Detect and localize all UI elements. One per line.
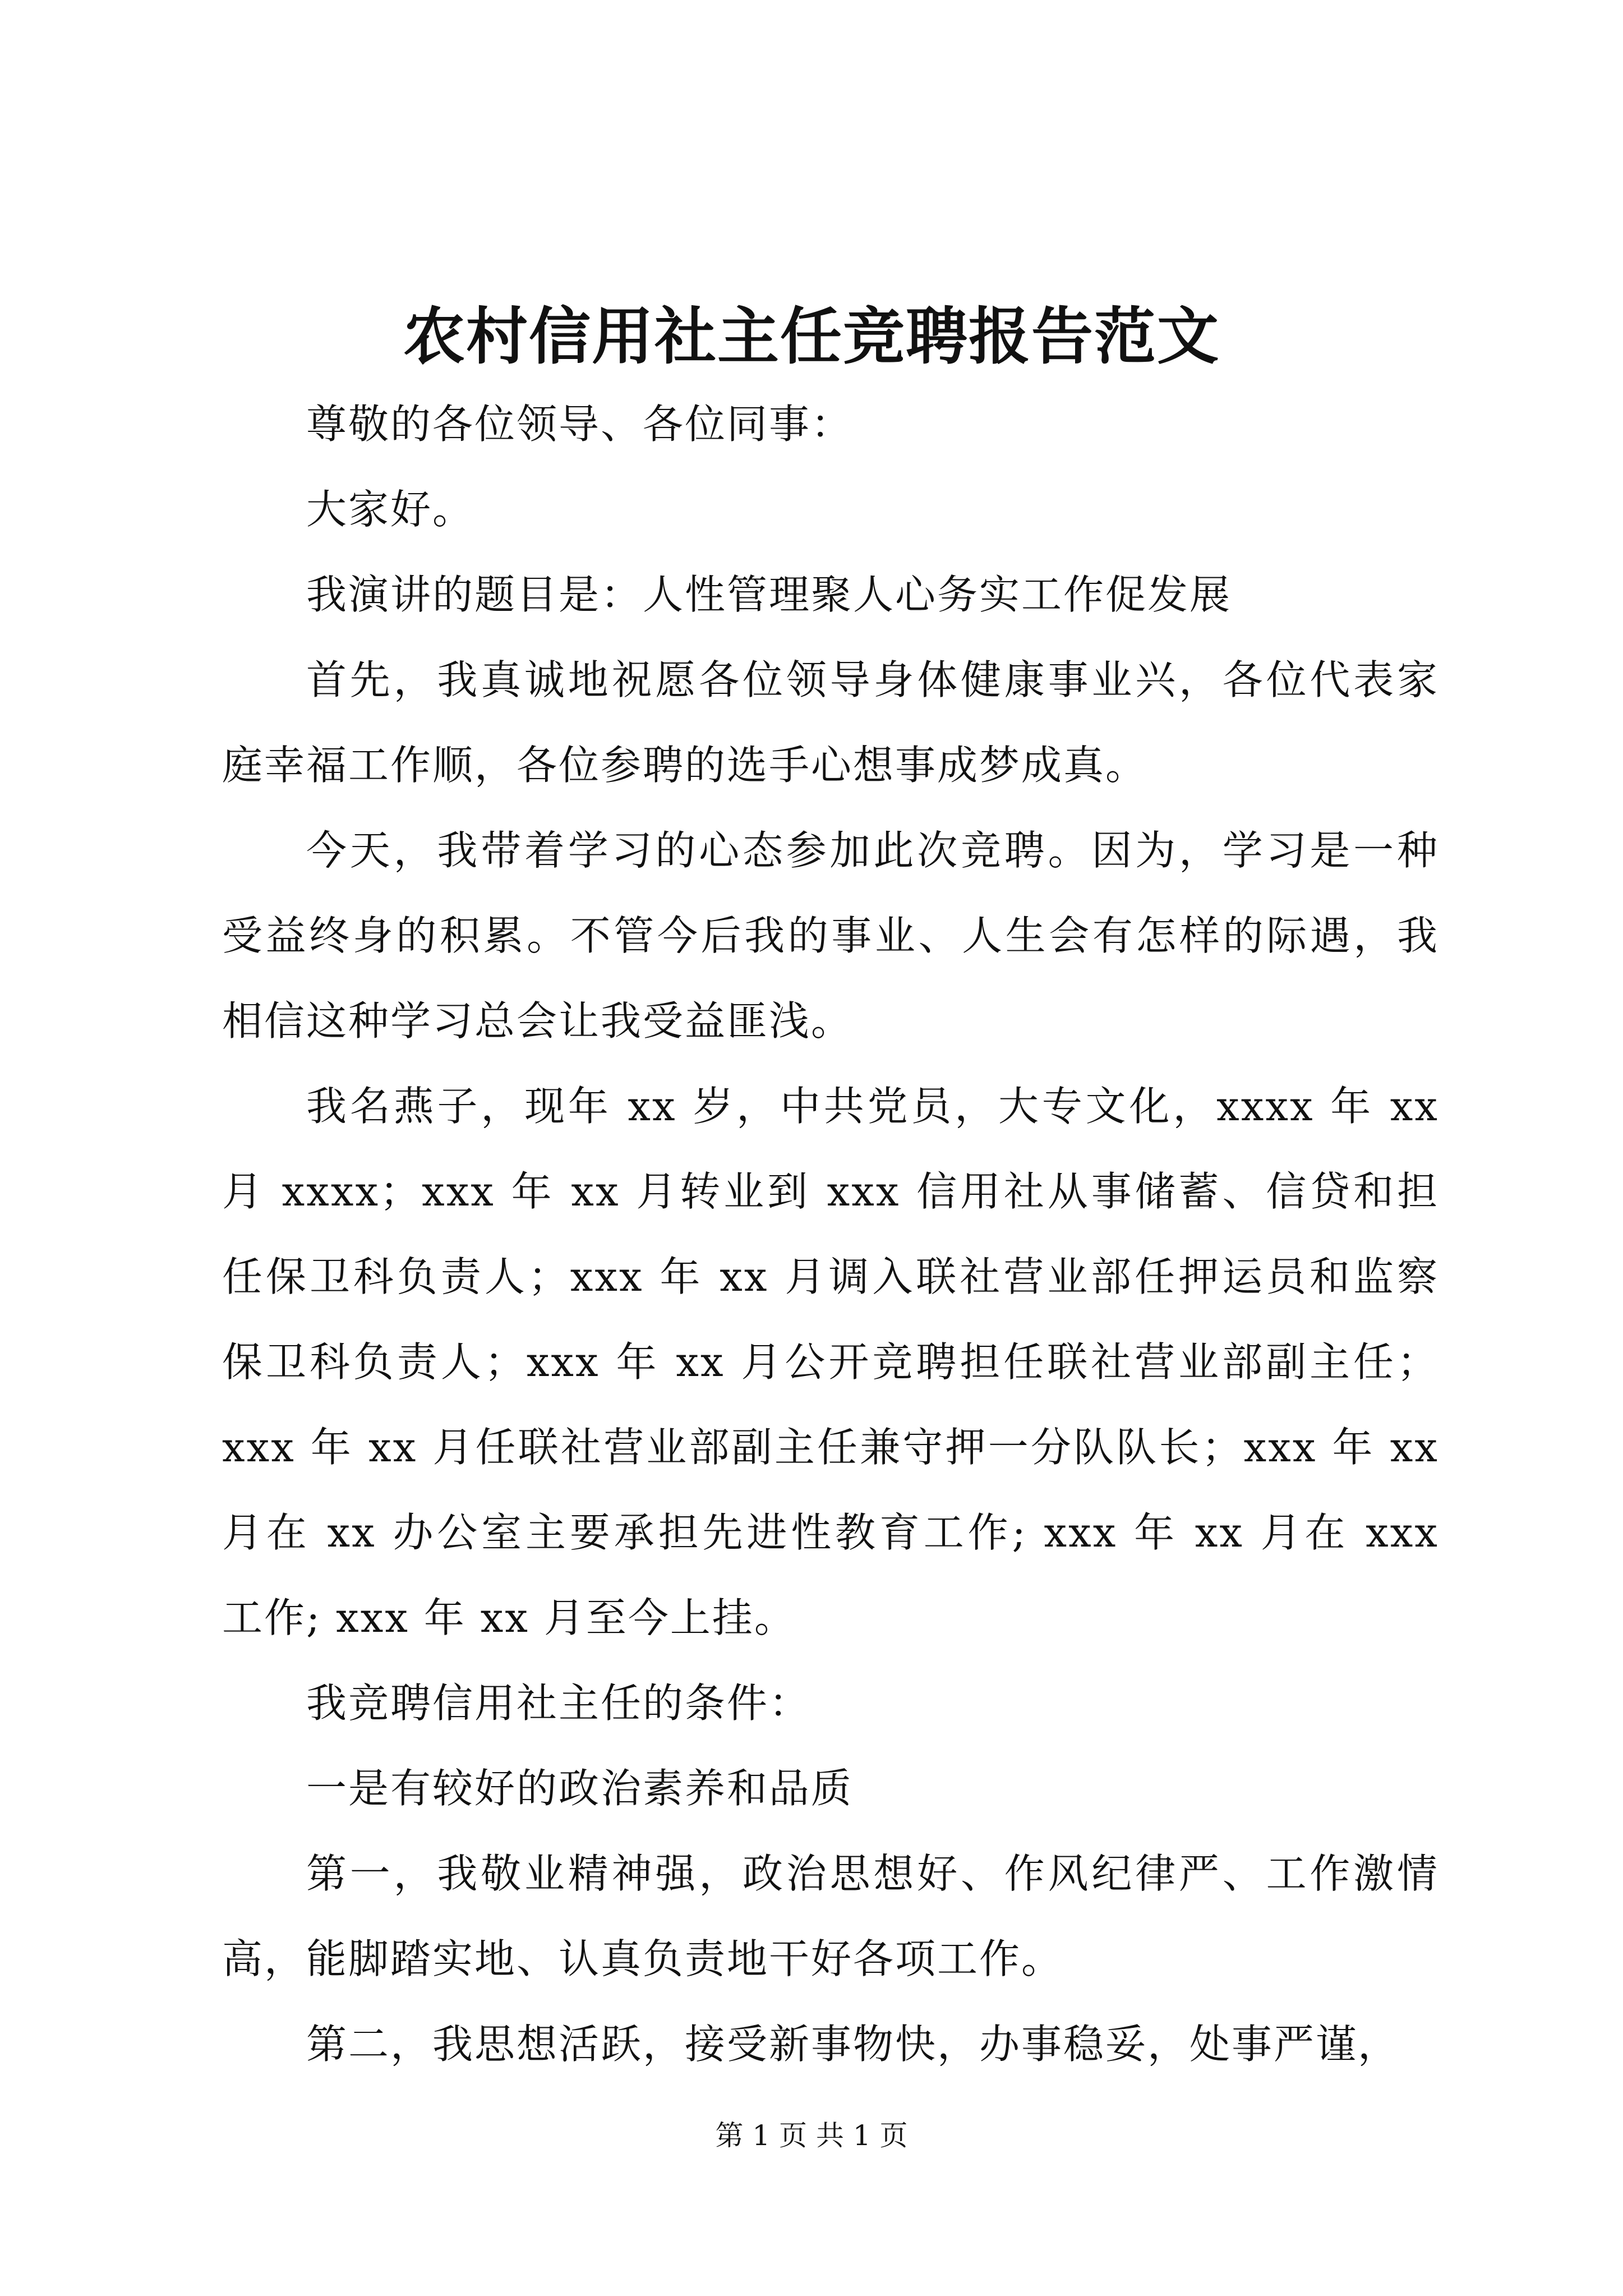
paragraph-salutation: 尊敬的各位领导、各位同事：	[306, 401, 854, 448]
paragraph-first-point: 第一，我敬业精神强，政治思想好、作风纪律严、工作激情高，能脚踏实地、认真负责地干好各项工作。	[222, 1850, 1439, 1982]
paragraph-greeting: 大家好。	[306, 486, 475, 533]
document-body	[222, 381, 1439, 2087]
paragraph-conditions-heading: 我竞聘信用社主任的条件：	[306, 1680, 811, 1727]
paragraph-wishes: 首先，我真诚地祝愿各位领导身体健康事业兴，各位代表家庭幸福工作顺，各位参聘的选手心想事成梦成真。	[222, 656, 1439, 789]
paragraph-condition-one: 一是有较好的政治素养和品质	[306, 1765, 854, 1812]
page-footer: 第 1 页 共 1 页	[715, 2119, 908, 2152]
paragraph-resume: 我名燕子，现年 xx 岁，中共党员，大专文化，xxxx 年 xx 月 xxxx；xxx 年 xx 月转业到 xxx 信用社从事储蓄、信贷和担任保卫科负责人；xxx 年 xx 月调入联社营业部任押运员和监察保卫科负责人；xxx 年 xx 月公开竞聘担任联社营业部副主任；xxx 年 xx 月任联社营业部副主任兼守押一分队队长；xxx 年 xx 月在 xx 办公室主要承担先进性教育工作; xxx 年 xx 月在 xxx 工作; xxx 年 xx 月至今上挂。	[222, 1083, 1439, 1641]
document-title: 农村信用社主任竞聘报告范文	[403, 300, 1220, 372]
paragraph-speech-topic: 我演讲的题目是：人性管理聚人心务实工作促发展	[306, 571, 1232, 618]
paragraph-learning: 今天，我带着学习的心态参加此次竞聘。因为，学习是一种受益终身的积累。不管今后我的事业、人生会有怎样的际遇，我相信这种学习总会让我受益匪浅。	[222, 827, 1439, 1045]
paragraph-second-point: 第二，我思想活跃，接受新事物快，办事稳妥，处事严谨，	[306, 2021, 1400, 2068]
